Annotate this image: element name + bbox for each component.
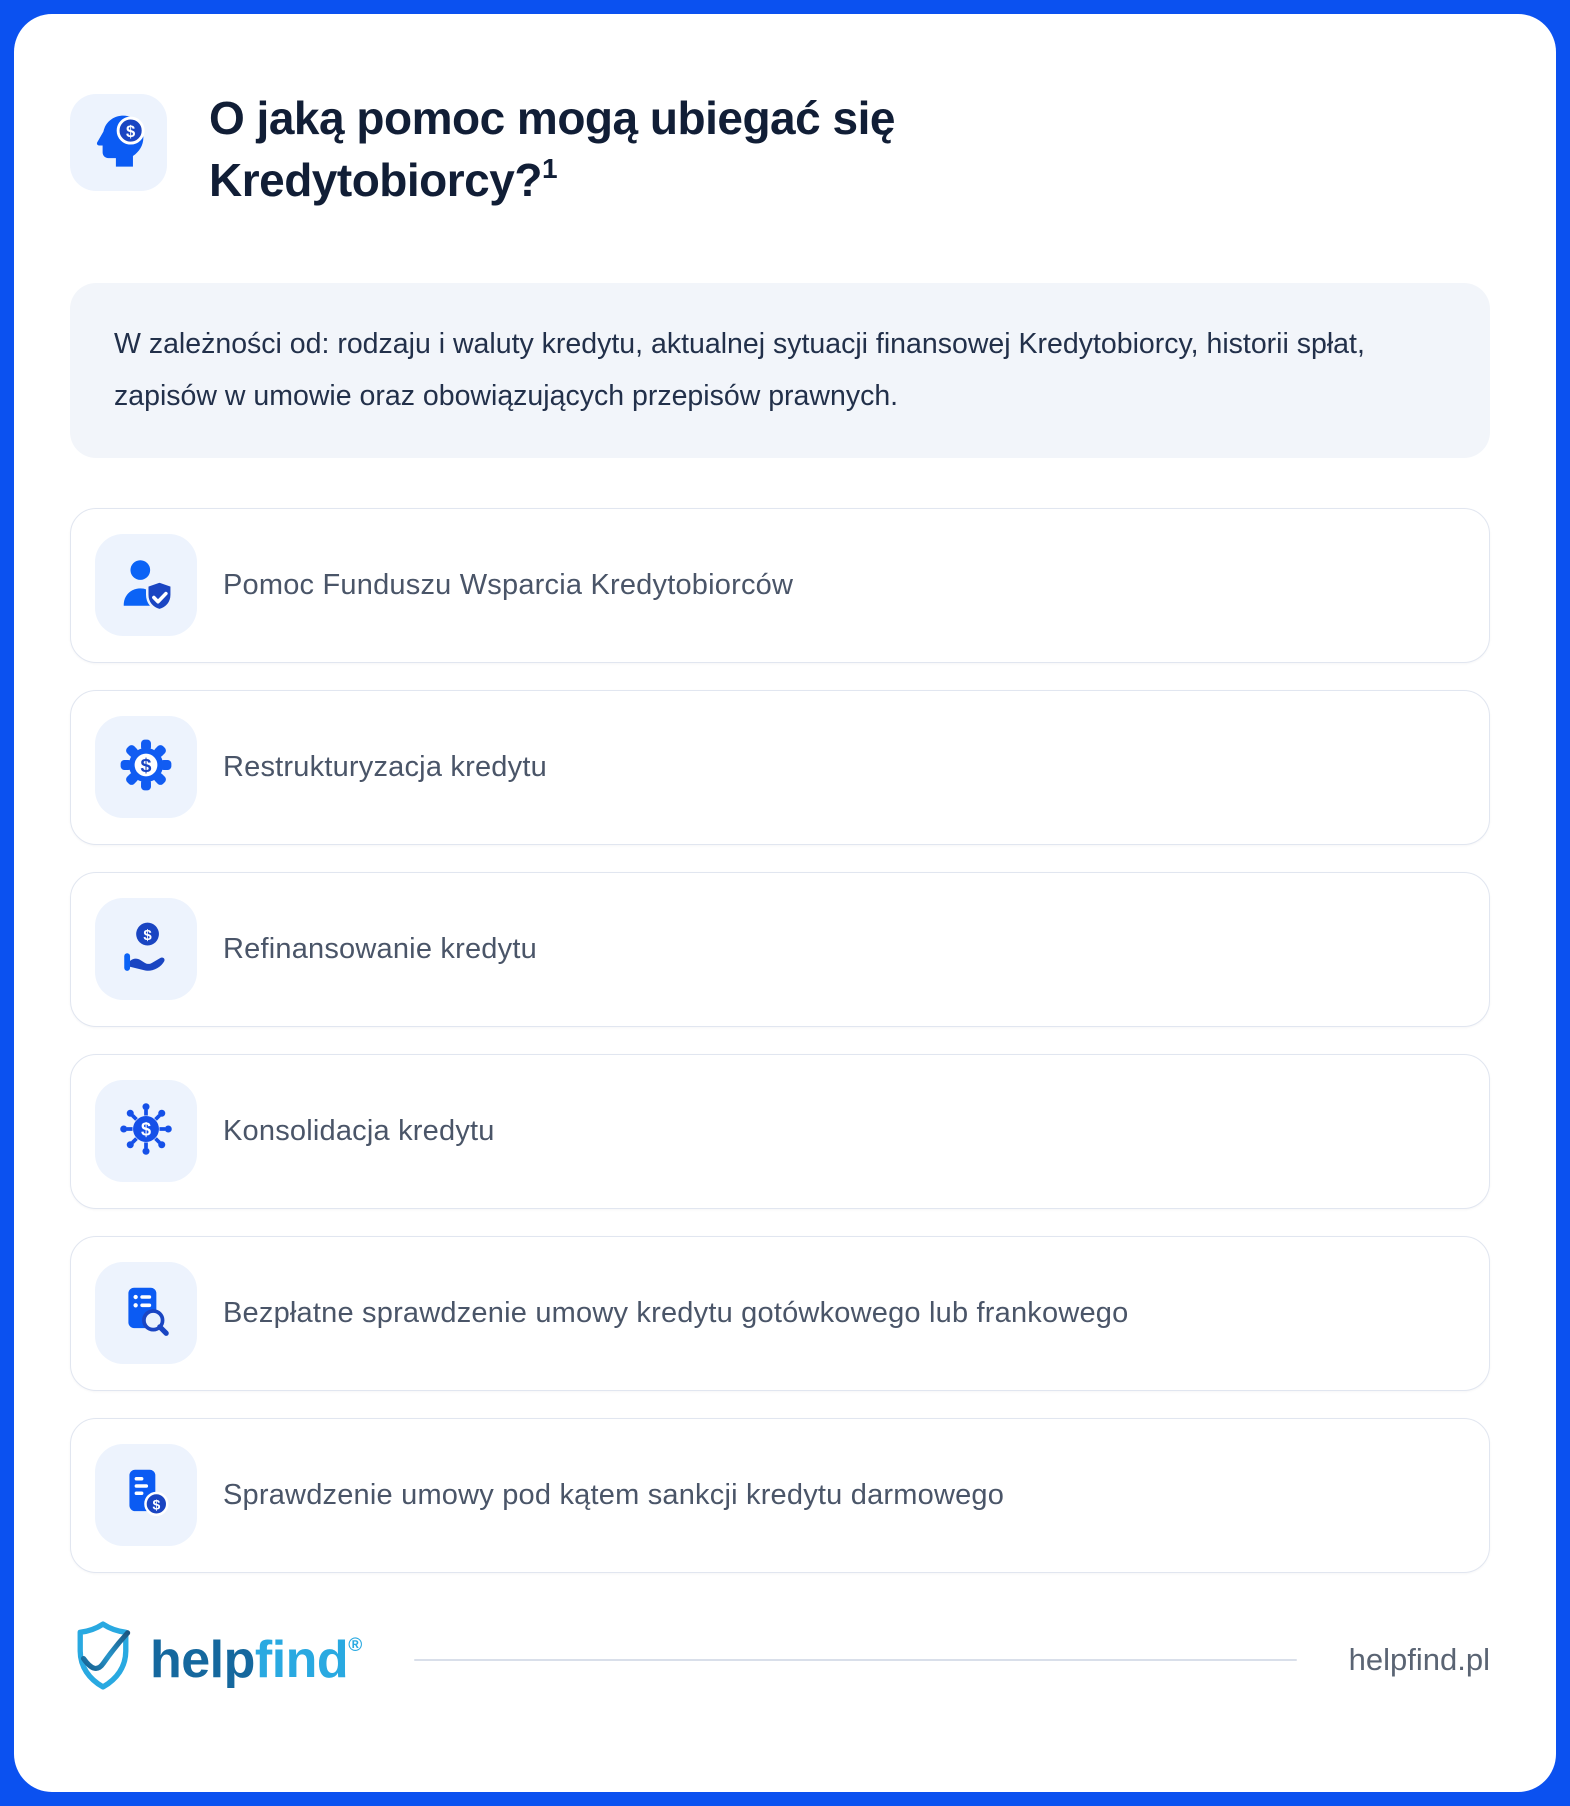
card-icon-tile	[95, 1262, 197, 1364]
title-footnote-marker: 1	[541, 152, 558, 184]
list-item-fwk[interactable]	[70, 508, 1490, 663]
shield-check-logo-icon	[70, 1619, 136, 1702]
intro-text: W zależności od: rodzaju i waluty kredytu, aktualnej sytuacji finansowej Kredytobiorcy, historii spłat, zapisów w umowie oraz obowiązujących przepisów prawnych.	[114, 328, 1365, 412]
card-icon-tile	[95, 1444, 197, 1546]
helpfind-wordmark: helpfind®	[150, 1631, 362, 1690]
svg-text:$: $	[140, 754, 152, 777]
footer	[70, 1619, 1490, 1702]
card-icon-tile	[95, 1080, 197, 1182]
dollar-hub-icon	[117, 1100, 175, 1163]
footer-divider	[414, 1659, 1297, 1661]
page-title: O jaką pomoc mogą ubiegać się Kredytobiorcy?$^1$	[209, 92, 895, 206]
svg-text:$: $	[125, 121, 135, 141]
registered-mark: ®	[348, 1635, 362, 1657]
document-magnifier-icon	[117, 1282, 175, 1345]
svg-text:$: $	[140, 1119, 152, 1140]
head-dollar-icon	[88, 109, 150, 176]
person-shield-check-icon	[117, 554, 175, 617]
intro-box	[70, 283, 1490, 458]
svg-text:$: $	[143, 926, 152, 944]
card-icon-tile	[95, 898, 197, 1000]
helpfind-logo	[70, 1619, 362, 1702]
list-item-restrukturyzacja[interactable]	[70, 690, 1490, 845]
header	[70, 94, 1490, 211]
header-icon-tile	[70, 94, 167, 191]
svg-text:$: $	[152, 1496, 161, 1513]
website-url[interactable]: helpfind.pl	[1348, 1642, 1490, 1678]
list-item-label: Sprawdzenie umowy pod kątem sankcji kredytu darmowego	[223, 1478, 1005, 1511]
list-item-label: Restrukturyzacja kredytu	[223, 750, 547, 783]
list-item-label: Pomoc Funduszu Wsparcia Kredytobiorców	[223, 568, 794, 601]
card-icon-tile	[95, 534, 197, 636]
list-item-sankcja-kredytu-darmowego[interactable]	[70, 1418, 1490, 1573]
list-item-label: Konsolidacja kredytu	[223, 1114, 495, 1147]
gear-dollar-icon	[117, 736, 175, 799]
card-icon-tile	[95, 716, 197, 818]
help-options-list	[70, 508, 1490, 1573]
document-dollar-icon	[117, 1464, 175, 1527]
page-card	[14, 14, 1556, 1792]
list-item-label: Bezpłatne sprawdzenie umowy kredytu gotówkowego lub frankowego	[223, 1296, 1129, 1329]
list-item-bezplatne-sprawdzenie[interactable]	[70, 1236, 1490, 1391]
list-item-konsolidacja[interactable]	[70, 1054, 1490, 1209]
list-item-label: Refinansowanie kredytu	[223, 932, 537, 965]
hand-coin-icon	[117, 918, 175, 981]
list-item-refinansowanie[interactable]	[70, 872, 1490, 1027]
